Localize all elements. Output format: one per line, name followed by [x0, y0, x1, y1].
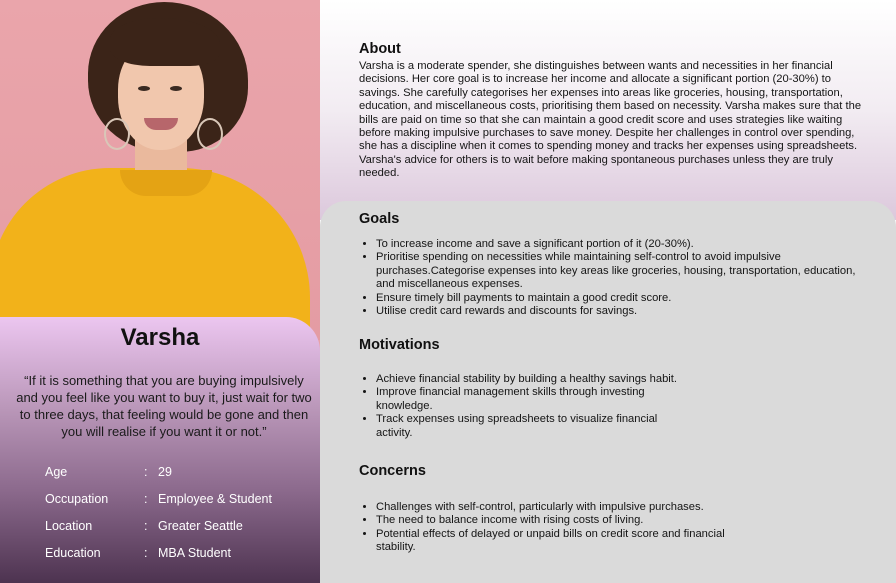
detail-label: Location	[45, 519, 93, 533]
photo-sweater-collar	[120, 170, 212, 196]
goals-list	[359, 238, 856, 318]
detail-value: Greater Seattle	[158, 519, 243, 533]
detail-label: Occupation	[45, 492, 109, 506]
list-item: • Prioritise spending on necessities while maintaining self-control to avoid impulsive purchases.Categorise expenses into key areas like groceries, housing, transportation, education, and miscellaneous expenses.	[376, 251, 856, 291]
photo-eye-right	[170, 86, 182, 91]
list-item: • Improve financial management skills through investing knowledge.	[376, 386, 691, 413]
photo-fringe	[110, 18, 220, 66]
profile-panel	[0, 0, 320, 583]
persona-name: Varsha	[120, 324, 200, 351]
list-item: • Utilise credit card rewards and discounts for savings.	[376, 305, 856, 318]
goals-heading: Goals	[359, 211, 400, 227]
photo-earring-left	[104, 118, 130, 150]
about-text: Varsha is a moderate spender, she distinguishes between wants and necessities in her financial decisions. Her core goal is to increase her income and allocate a significant portion (20-30%) to savings. She carefully categorises her expenses into areas like groceries, housing, transportation, education, and miscellaneous costs, prioritising them based on necessity. Varsha makes sure that the bills are paid on time so that she can maintain a good credit score and uses strategies like waiting before making impulsive purchases to save money. Despite her challenges in control over spending, she has a discipline when it comes to spending money and tracks her expenses using spreadsheets. Varsha's advice for others is to wait before making spontaneous purchases unless they are truly needed.	[359, 60, 862, 180]
detail-separator: :	[144, 546, 148, 560]
detail-separator: :	[144, 492, 148, 506]
list-item: • The need to balance income with rising costs of living.	[376, 514, 731, 527]
photo-eye-left	[138, 86, 150, 91]
detail-value: MBA Student	[158, 546, 231, 560]
list-item: • Potential effects of delayed or unpaid bills on credit score and financial stability.	[376, 528, 731, 555]
list-item: • To increase income and save a significant portion of it (20-30%).	[376, 238, 856, 251]
about-heading: About	[359, 41, 401, 57]
list-item: • Challenges with self-control, particularly with impulsive purchases.	[376, 501, 731, 514]
profile-card	[0, 317, 320, 583]
persona-quote: “If it is something that you are buying impulsively and you feel like you want to buy it, just wait for two to three days, that feeling would be gone and then you will realise if you want it or not.”	[16, 373, 312, 439]
detail-value: 29	[158, 465, 172, 479]
list-item: • Achieve financial stability by building a healthy savings habit.	[376, 373, 691, 386]
concerns-heading: Concerns	[359, 463, 426, 479]
motivations-list	[359, 373, 691, 440]
list-item: • Ensure timely bill payments to maintain a good credit score.	[376, 292, 856, 305]
profile-photo	[0, 0, 320, 340]
detail-separator: :	[144, 465, 148, 479]
detail-label: Age	[45, 465, 68, 479]
detail-label: Education	[45, 546, 101, 560]
detail-value: Employee & Student	[158, 492, 272, 506]
motivations-heading: Motivations	[359, 337, 440, 353]
photo-earring-right	[197, 118, 223, 150]
detail-separator: :	[144, 519, 148, 533]
list-item: • Track expenses using spreadsheets to visualize financial activity.	[376, 413, 691, 440]
concerns-list	[359, 501, 731, 555]
